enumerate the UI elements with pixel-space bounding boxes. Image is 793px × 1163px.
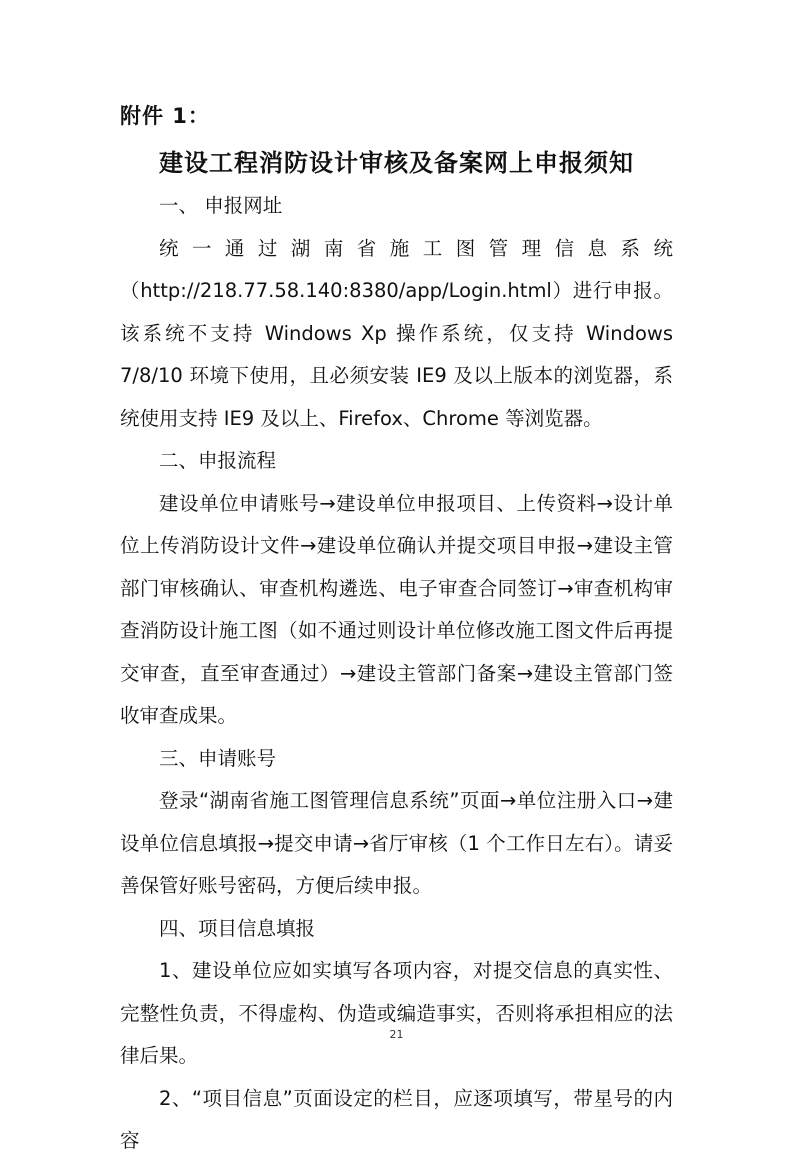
section-3-heading: 三、申请账号 <box>159 746 277 770</box>
page-number: 21 <box>389 1028 404 1041</box>
section-2-paragraph: 建设单位申请账号→建设单位申报项目、上传资料→设计单位上传消防设计文件→建设单位确认并提交项目申报→建设主管部门审核确认、审查机构遴选、电子审查合同签订→审查机构审查消防设计施工图（如不通过则设计单位修改施工图文件后再提交审查，直至审查通过）→建设主管部门备案→建设主管部门签收审查成果。 <box>120 491 673 727</box>
section-4-paragraph-1: 1、建设单位应如实填写各项内容，对提交信息的真实性、完整性负责，不得虚构、伪造或编造事实，否则将承担相应的法律后果。 <box>120 959 673 1067</box>
annex-label: 附件 1： <box>120 104 210 128</box>
section-2-heading: 二、申报流程 <box>159 449 277 472</box>
section-1-paragraph: 统一通过湖南省施工图管理信息系统（http://218.77.58.140:8380/app/Login.html）进行申报。该系统不支持 Windows Xp 操作系统，仅支持 Windows 7/8/10 环境下使用，且必须安装 IE9 及以上版本的浏览器，系统使用支持 IE9 及以上、Firefox、Chrome 等浏览器。 <box>120 236 673 430</box>
section-4-paragraph-2: 2、“项目信息”页面设定的栏目，应逐项填写，带星号的内容 <box>120 1086 673 1152</box>
document-body <box>120 185 673 1163</box>
section-3-paragraph: 登录“湖南省施工图管理信息系统”页面→单位注册入口→建设单位信息填报→提交申请→省厅审核（1 个工作日左右）。请妥善保管好账号密码，方便后续申报。 <box>120 789 673 897</box>
document-title: 建设工程消防设计审核及备案网上申报须知 <box>159 148 634 177</box>
section-4-heading: 四、项目信息填报 <box>159 916 316 940</box>
section-1-heading: 一、 申报网址 <box>159 194 283 217</box>
